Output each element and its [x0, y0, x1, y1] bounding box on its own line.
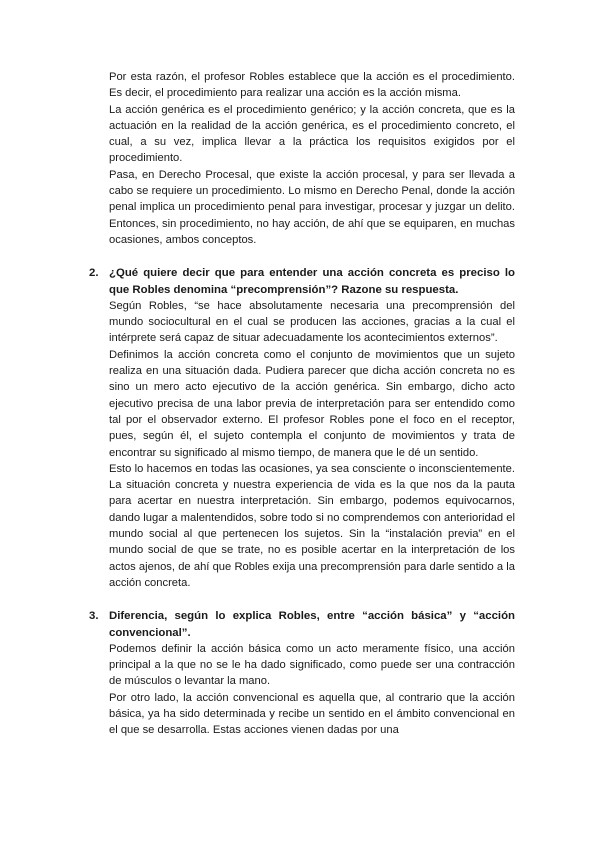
body-paragraph: Según Robles, “se hace absolutamente necesaria una precomprensión del mundo sociocultural en el cual se producen las acciones, gracias a la cual el intérprete será capaz de situar adecuadamente los acontecimientos externos”.	[109, 299, 515, 345]
question-heading-3	[89, 608, 515, 641]
question-number: 3.	[89, 610, 99, 623]
question-number: 2.	[89, 267, 99, 280]
question-text: Diferencia, según lo explica Robles, entre “acción básica” y “acción convencional”.	[109, 610, 515, 639]
question-heading-2	[89, 265, 515, 298]
body-paragraph: Esto lo hacemos en todas las ocasiones, ya sea consciente o inconscientemente. La situación concreta y nuestra experiencia de vida es la que nos da la pauta para acertar en nuestra interpretación. Sin embargo, podemos equivocarnos, dando lugar a malentendidos, sobre todo si no comprendemos con anterioridad el mundo social al que pertenecen los sujetos. Sin la “instalación previa” en el mundo social de que se trate, no es posible acertar en la interpretación de los actos ajenos, de ahí que Robles exija una precomprensión para darle sentido a la acción concreta.	[109, 462, 515, 589]
body-paragraph: Pasa, en Derecho Procesal, que existe la acción procesal, y para ser llevada a cabo se requiere un procedimiento. Lo mismo en Derecho Penal, donde la acción penal implica un procedimiento penal para investigar, procesar y juzgar un delito. Entonces, sin procedimiento, no hay acción, de ahí que se equiparen, en muchas ocasiones, ambos conceptos.	[109, 168, 515, 246]
body-paragraph: Por esta razón, el profesor Robles establece que la acción es el procedimiento. Es decir, el procedimiento para realizar una acción es la acción misma.	[109, 71, 515, 100]
body-paragraph: Por otro lado, la acción convencional es aquella que, al contrario que la acción básica, ya ha sido determinada y recibe un sentido en el ámbito convencional en el que se desarrolla. Estas acciones vienen dadas por una	[109, 691, 515, 737]
question-text: ¿Qué quiere decir que para entender una acción concreta es preciso lo que Robles denomina “precomprensión”? Razone su respuesta.	[109, 267, 515, 296]
body-paragraph: La acción genérica es el procedimiento genérico; y la acción concreta, que es la actuación en la realidad de la acción genérica, es el procedimiento concreto, el cual, a su vez, implica llevar a la práctica los requisitos exigidos por el procedimiento.	[109, 103, 515, 165]
body-paragraph: Podemos definir la acción básica como un acto meramente físico, una acción principal a la que no se le ha dado significado, como puede ser una contracción de músculos o levantar la mano.	[109, 642, 515, 688]
body-paragraph: Definimos la acción concreta como el conjunto de movimientos que un sujeto realiza en una situación dada. Pudiera parecer que dicha acción concreta no es sino un mero acto ejecutivo de la acción genérica. Sin embargo, dicho acto ejecutivo precisa de una labor previa de interpretación para ser entendido como tal por el observador externo. El profesor Robles pone el foco en el receptor, pues, según él, el sujeto contempla el conjunto de movimientos y trata de encontrar su significado al mismo tiempo, de manera que le dé un sentido.	[109, 348, 515, 459]
